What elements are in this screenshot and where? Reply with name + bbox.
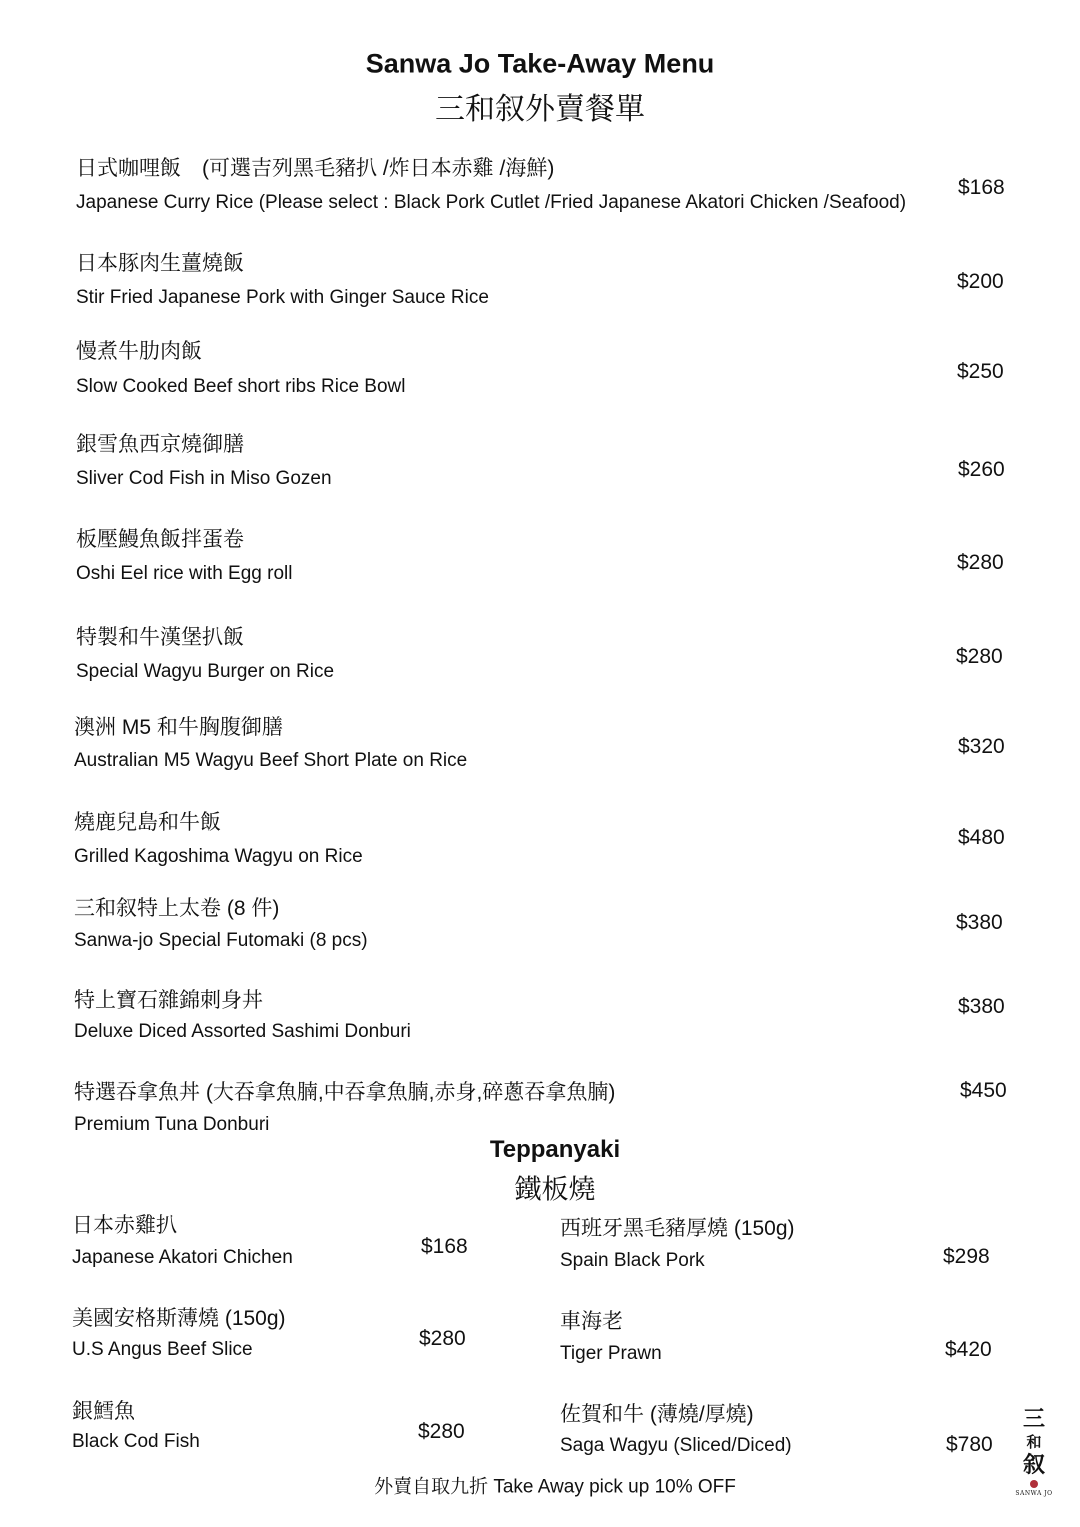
item-price: $480 xyxy=(958,826,1005,849)
item-name-english: Saga Wagyu (Sliced/Diced) xyxy=(560,1435,792,1456)
item-name-english: Spain Black Pork xyxy=(560,1250,705,1271)
item-price: $420 xyxy=(945,1338,992,1361)
teppanyaki-title-english: Teppanyaki xyxy=(489,1136,621,1163)
item-price: $280 xyxy=(418,1420,465,1443)
item-name-english: Tiger Prawn xyxy=(560,1343,662,1364)
item-price: $168 xyxy=(958,176,1005,199)
item-price: $280 xyxy=(957,551,1004,574)
item-name-chinese: 銀雪魚西京燒御膳 xyxy=(76,433,244,456)
item-name-english: U.S Angus Beef Slice xyxy=(72,1339,253,1360)
item-name-english: Sliver Cod Fish in Miso Gozen xyxy=(76,468,332,489)
item-price: $450 xyxy=(960,1079,1007,1102)
item-name-english: Stir Fried Japanese Pork with Ginger Sauce Rice xyxy=(76,287,489,308)
item-price: $780 xyxy=(946,1433,993,1456)
item-price: $380 xyxy=(958,995,1005,1018)
menu-title-chinese: 三和叙外賣餐單 xyxy=(435,93,645,126)
item-name-chinese: 特上寶石雜錦刺身丼 xyxy=(74,989,263,1012)
item-price: $380 xyxy=(956,911,1003,934)
item-price: $260 xyxy=(958,458,1005,481)
item-name-english: Deluxe Diced Assorted Sashimi Donburi xyxy=(74,1021,411,1042)
logo-char: 三 xyxy=(1022,1406,1045,1432)
logo-text: SANWA JO xyxy=(1015,1490,1053,1497)
item-price: $250 xyxy=(957,360,1004,383)
item-name-chinese: 車海老 xyxy=(560,1310,623,1333)
item-price: $320 xyxy=(958,735,1005,758)
teppanyaki-title-chinese: 鐵板燒 xyxy=(514,1174,596,1205)
item-name-english: Special Wagyu Burger on Rice xyxy=(76,661,335,682)
item-name-chinese: 澳洲 M5 和牛胸腹御膳 xyxy=(74,716,283,739)
item-name-chinese: 特選吞拿魚丼 (大吞拿魚腩,中吞拿魚腩,赤身,碎蔥吞拿魚腩) xyxy=(74,1081,616,1104)
item-name-chinese: 美國安格斯薄燒 (150g) xyxy=(72,1307,286,1330)
item-name-chinese: 三和叙特上太卷 (8 件) xyxy=(74,897,280,920)
item-name-english: Black Cod Fish xyxy=(72,1431,200,1452)
item-name-chinese: 西班牙黑毛豬厚燒 (150g) xyxy=(560,1217,795,1240)
item-name-english: Grilled Kagoshima Wagyu on Rice xyxy=(74,846,363,867)
item-price: $168 xyxy=(421,1235,468,1258)
menu-title-english: Sanwa Jo Take-Away Menu xyxy=(365,48,715,79)
logo-seal-icon xyxy=(1030,1480,1038,1488)
logo-char: 和 xyxy=(1026,1433,1042,1451)
logo-char: 叙 xyxy=(1022,1452,1045,1478)
item-name-english: Slow Cooked Beef short ribs Rice Bowl xyxy=(76,376,406,397)
item-name-chinese: 特製和牛漢堡扒飯 xyxy=(76,626,244,649)
item-name-chinese: 日本豚肉生薑燒飯 xyxy=(76,252,244,275)
item-name-english: Japanese Akatori Chichen xyxy=(72,1247,293,1268)
item-name-chinese: 板壓鰻魚飯拌蛋卷 xyxy=(76,528,244,551)
discount-note: 外賣自取九折 Take Away pick up 10% OFF xyxy=(374,1476,736,1498)
item-name-chinese: 佐賀和牛 (薄燒/厚燒) xyxy=(560,1403,754,1426)
item-name-chinese: 銀鱈魚 xyxy=(72,1400,135,1423)
item-name-chinese: 燒鹿兒島和牛飯 xyxy=(74,811,221,834)
item-name-english: Japanese Curry Rice (Please select : Black Pork Cutlet /Fried Japanese Akatori Chicken /Seafood) xyxy=(76,192,907,213)
item-name-english: Sanwa-jo Special Futomaki (8 pcs) xyxy=(74,930,368,951)
item-name-english: Australian M5 Wagyu Beef Short Plate on Rice xyxy=(74,750,468,771)
item-price: $298 xyxy=(943,1245,990,1268)
item-name-english: Premium Tuna Donburi xyxy=(74,1114,270,1135)
item-name-chinese: 日式咖哩飯 (可選吉列黑毛豬扒 /炸日本赤雞 /海鮮) xyxy=(76,157,555,180)
item-name-english: Oshi Eel rice with Egg roll xyxy=(76,563,293,584)
item-name-chinese: 日本赤雞扒 xyxy=(72,1214,177,1237)
item-price: $280 xyxy=(956,645,1003,668)
item-price: $280 xyxy=(419,1327,466,1350)
item-price: $200 xyxy=(957,270,1004,293)
sanwa-jo-logo xyxy=(1012,1406,1056,1497)
item-name-chinese: 慢煮牛肋肉飯 xyxy=(76,340,202,363)
